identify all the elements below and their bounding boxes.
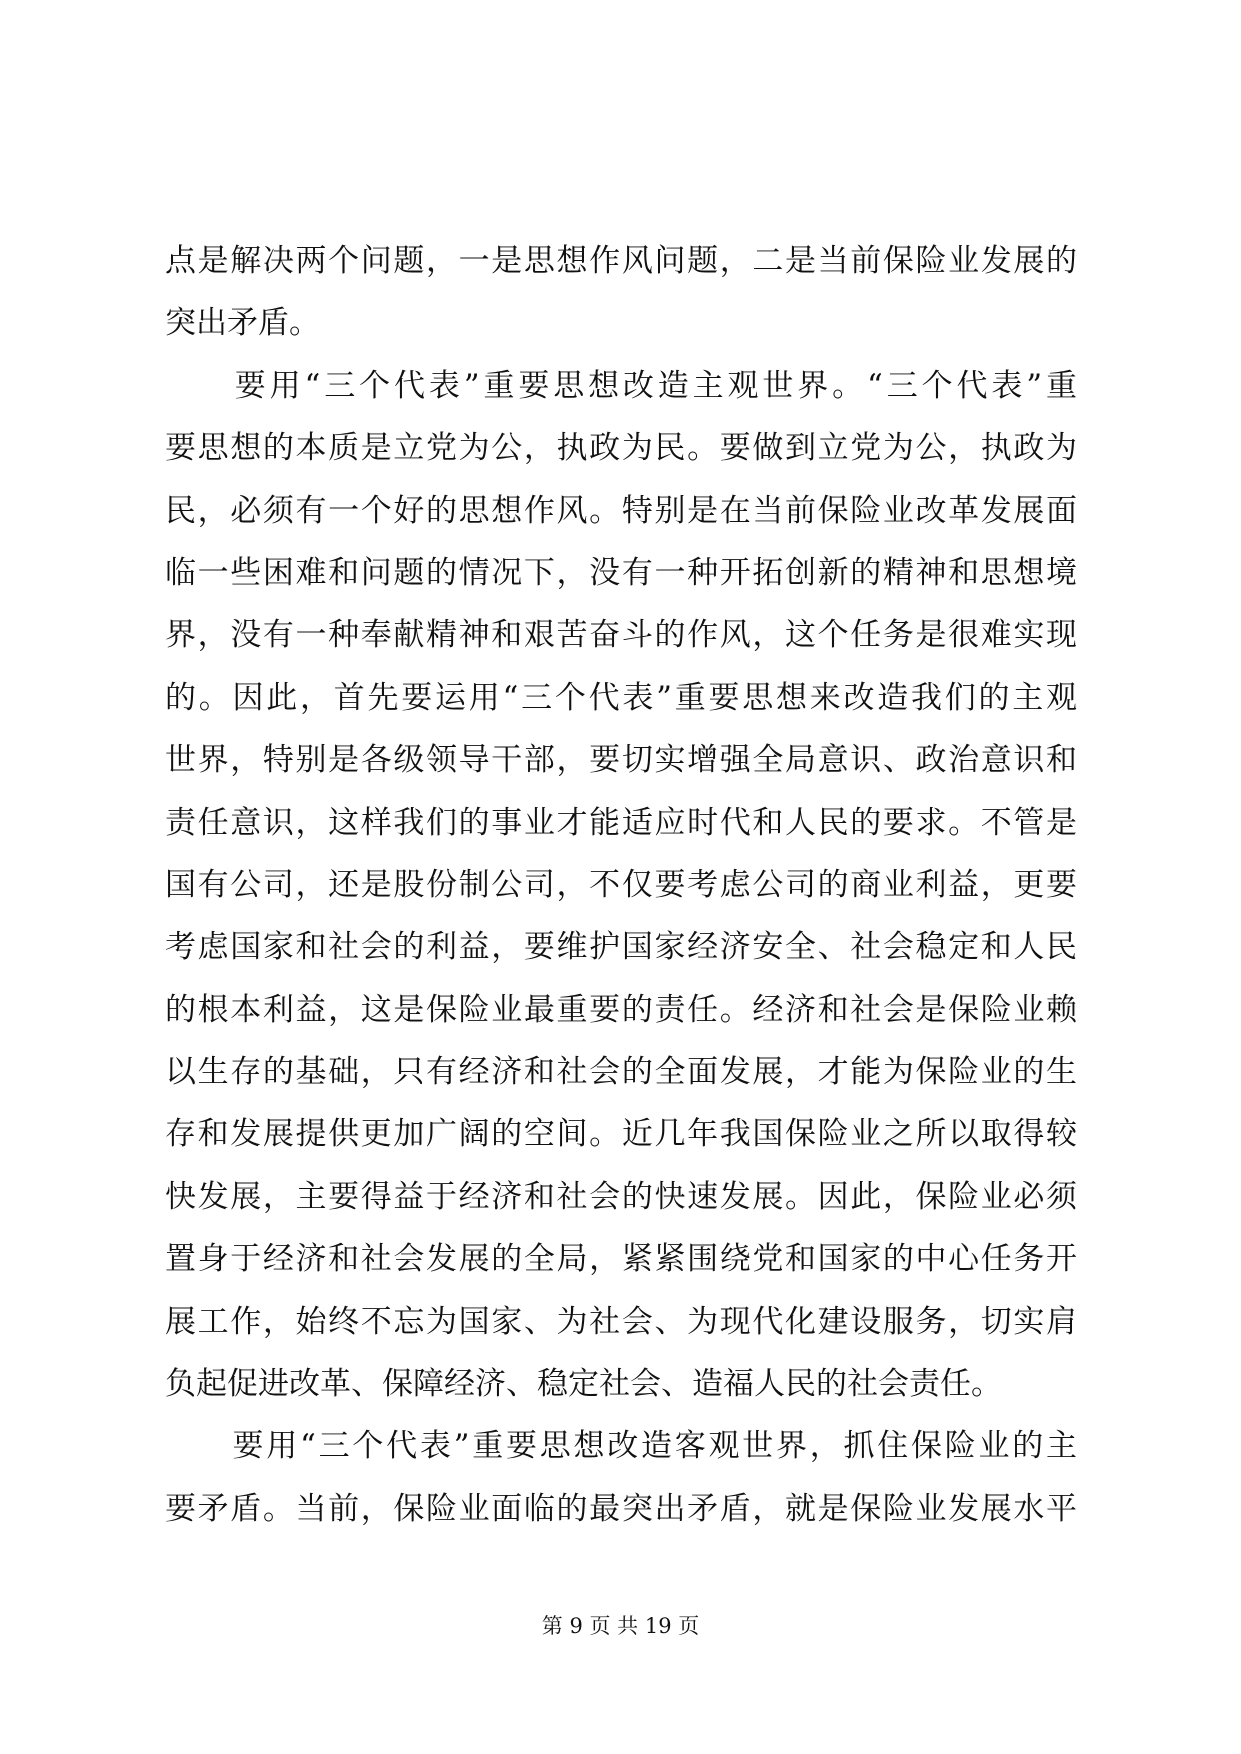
text-line: 快发展，主要得益于经济和社会的快速发展。因此，保险业必须 xyxy=(165,1178,1077,1215)
text-line: 展工作，始终不忘为国家、为社会、为现代化建设服务，切实肩 xyxy=(165,1303,1077,1340)
text-line: 的。因此，首先要运用“三个代表”重要思想来改造我们的主观 xyxy=(165,679,1077,716)
text-line: 突出矛盾。 xyxy=(165,305,320,342)
page-number-footer: 第 9 页 共 19 页 xyxy=(541,1614,700,1638)
text-line: 的根本利益，这是保险业最重要的责任。经济和社会是保险业赖 xyxy=(165,991,1077,1028)
text-line: 国有公司，还是股份制公司，不仅要考虑公司的商业利益，更要 xyxy=(165,866,1077,903)
text-line: 存和发展提供更加广阔的空间。近几年我国保险业之所以取得较 xyxy=(165,1116,1077,1153)
text-line: 要用“三个代表”重要思想改造主观世界。“三个代表”重 xyxy=(165,367,1077,404)
text-line: 责任意识，这样我们的事业才能适应时代和人民的要求。不管是 xyxy=(165,804,1077,841)
text-line: 置身于经济和社会发展的全局，紧紧围绕党和国家的中心任务开 xyxy=(165,1241,1077,1278)
text-line: 要思想的本质是立党为公，执政为民。要做到立党为公，执政为 xyxy=(165,430,1077,467)
document-body xyxy=(165,230,1077,1540)
text-line: 界，没有一种奉献精神和艰苦奋斗的作风，这个任务是很难实现 xyxy=(165,617,1077,654)
text-line: 以生存的基础，只有经济和社会的全面发展，才能为保险业的生 xyxy=(165,1054,1077,1091)
text-line: 民，必须有一个好的思想作风。特别是在当前保险业改革发展面 xyxy=(165,492,1077,529)
text-line: 负起促进改革、保障经济、稳定社会、造福人民的社会责任。 xyxy=(165,1366,1002,1403)
text-line: 要矛盾。当前，保险业面临的最突出矛盾，就是保险业发展水平 xyxy=(165,1490,1077,1527)
text-line: 点是解决两个问题，一是思想作风问题，二是当前保险业发展的 xyxy=(165,243,1077,279)
text-line: 考虑国家和社会的利益，要维护国家经济安全、社会稳定和人民 xyxy=(165,929,1077,966)
text-line: 世界，特别是各级领导干部，要切实增强全局意识、政治意识和 xyxy=(165,742,1077,779)
text-line: 要用“三个代表”重要思想改造客观世界，抓住保险业的主 xyxy=(165,1428,1077,1465)
text-line: 临一些困难和问题的情况下，没有一种开拓创新的精神和思想境 xyxy=(165,554,1077,591)
